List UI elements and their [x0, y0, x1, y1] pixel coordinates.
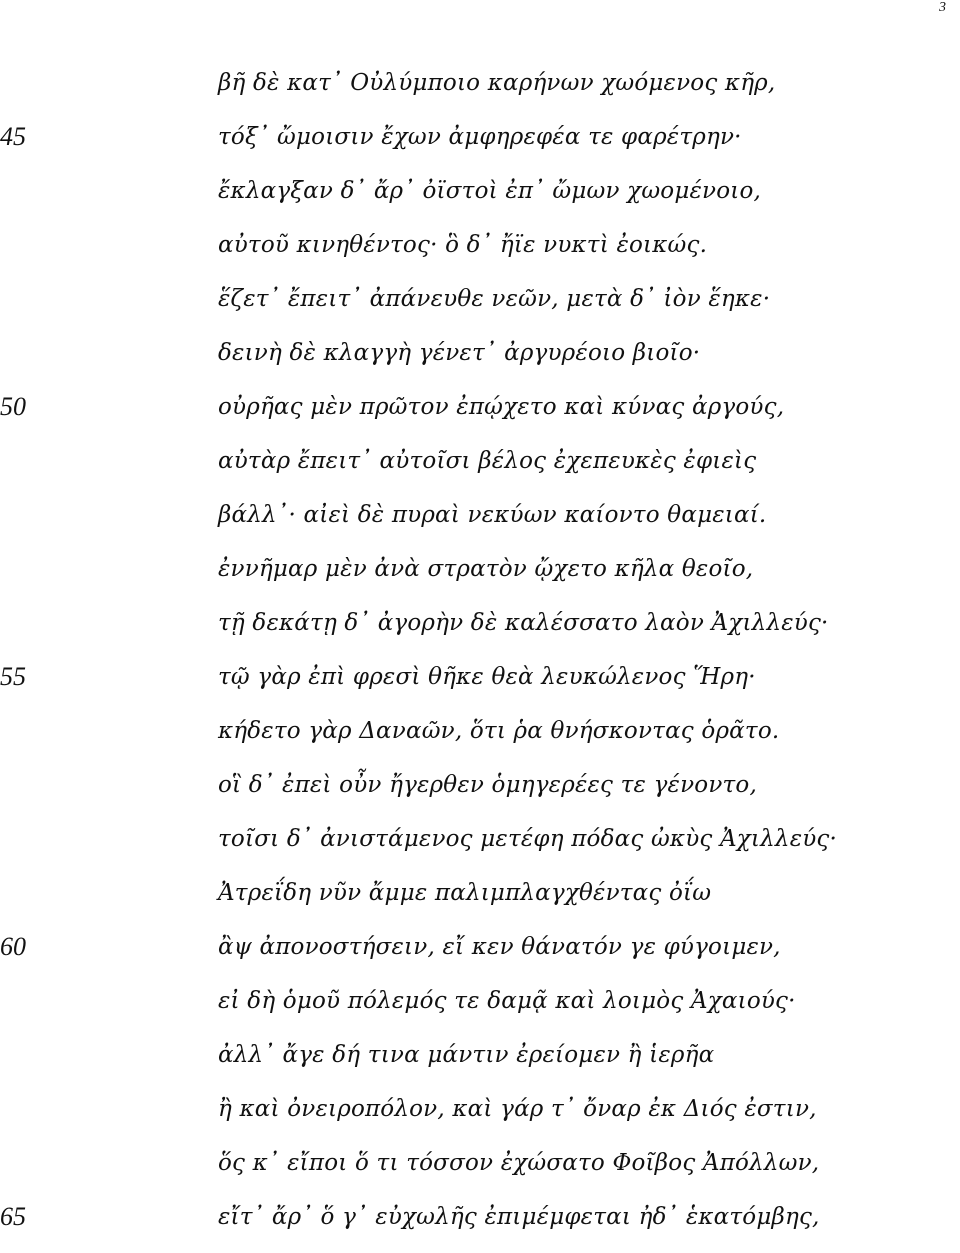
verse-text: ἐννῆμαρ μὲν ἀνὰ στρατὸν ᾤχετο κῆλα θεοῖο,	[218, 556, 754, 582]
verse-text: ἕζετ᾽ ἔπειτ᾽ ἀπάνευθε νεῶν, μετὰ δ᾽ ἰὸν ἕηκε·	[218, 286, 771, 312]
verse-line	[0, 549, 960, 589]
verse-text: βάλλ᾽· αἰεὶ δὲ πυραὶ νεκύων καίοντο θαμειαί.	[218, 502, 767, 528]
verse-text: εἰ δὴ ὁμοῦ πόλεμός τε δαμᾷ καὶ λοιμὸς Ἀχαιούς·	[218, 988, 796, 1014]
verse-line	[0, 657, 960, 697]
verse-line	[0, 603, 960, 643]
verse-line	[0, 495, 960, 535]
verse-text: Ἀτρεΐδη νῦν ἄμμε παλιμπλαγχθέντας ὀΐω	[218, 880, 712, 906]
verse-text: οἳ δ᾽ ἐπεὶ οὖν ἤγερθεν ὁμηγερέες τε γένοντο,	[218, 772, 757, 798]
verse-text: δεινὴ δὲ κλαγγὴ γένετ᾽ ἀργυρέοιο βιοῖο·	[218, 340, 701, 366]
verse-text: ἂψ ἀπονοστήσειν, εἴ κεν θάνατόν γε φύγοιμεν,	[218, 934, 781, 960]
verse-line	[0, 279, 960, 319]
verse-text: ἔκλαγξαν δ᾽ ἄρ᾽ ὀϊστοὶ ἐπ᾽ ὤμων χωομένοιο,	[218, 178, 762, 204]
line-number: 45	[0, 122, 26, 151]
verse-line	[0, 333, 960, 373]
verse-text: αὐτὰρ ἔπειτ᾽ αὐτοῖσι βέλος ἐχεπευκὲς ἐφιεὶς	[218, 448, 757, 474]
verse-line	[0, 1089, 960, 1129]
verse-line	[0, 765, 960, 805]
verse-line	[0, 1035, 960, 1075]
verse-line	[0, 873, 960, 913]
verse-text: ἀλλ᾽ ἄγε δή τινα μάντιν ἐρείομεν ἢ ἱερῆα	[218, 1042, 715, 1068]
verse-line	[0, 1197, 960, 1237]
verse-text: ἢ καὶ ὀνειροπόλον, καὶ γάρ τ᾽ ὄναρ ἐκ Διός ἐστιν,	[218, 1096, 817, 1122]
line-number: 55	[0, 662, 26, 691]
line-number: 65	[0, 1202, 26, 1231]
verse-text: τοῖσι δ᾽ ἀνιστάμενος μετέφη πόδας ὠκὺς Ἀχιλλεύς·	[218, 826, 838, 852]
verse-text: ὅς κ᾽ εἴποι ὅ τι τόσσον ἐχώσατο Φοῖβος Ἀπόλλων,	[218, 1150, 820, 1176]
verse-line	[0, 225, 960, 265]
verse-line	[0, 117, 960, 157]
verse-line	[0, 63, 960, 103]
verse-text: βῆ δὲ κατ᾽ Οὐλύμποιο καρήνων χωόμενος κῆρ,	[218, 70, 776, 96]
page-number: 3	[939, 0, 946, 15]
verse-text: κήδετο γὰρ Δαναῶν, ὅτι ῥα θνήσκοντας ὁρᾶτο.	[218, 718, 780, 744]
verse-line	[0, 1143, 960, 1183]
verse-line	[0, 819, 960, 859]
verse-line	[0, 981, 960, 1021]
line-number: 50	[0, 392, 26, 421]
verse-text: τῇ δεκάτῃ δ᾽ ἀγορὴν δὲ καλέσσατο λαὸν Ἀχιλλεύς·	[218, 610, 829, 636]
verse-line	[0, 171, 960, 211]
verse-text: οὐρῆας μὲν πρῶτον ἐπῴχετο καὶ κύνας ἀργούς,	[218, 394, 785, 420]
verse-line	[0, 711, 960, 751]
verse-text: εἴτ᾽ ἄρ᾽ ὅ γ᾽ εὐχωλῆς ἐπιμέμφεται ἠδ᾽ ἑκατόμβης,	[218, 1204, 820, 1230]
line-number: 60	[0, 932, 26, 961]
verse-line	[0, 441, 960, 481]
verse-text: τῷ γὰρ ἐπὶ φρεσὶ θῆκε θεὰ λευκώλενος Ἥρη·	[218, 664, 756, 690]
verse-line	[0, 387, 960, 427]
verse-text: αὐτοῦ κινηθέντος· ὃ δ᾽ ἤϊε νυκτὶ ἐοικώς.	[218, 232, 708, 258]
verse-text: τόξ᾽ ὤμοισιν ἔχων ἀμφηρεφέα τε φαρέτρην·	[218, 124, 742, 150]
verse-line	[0, 927, 960, 967]
